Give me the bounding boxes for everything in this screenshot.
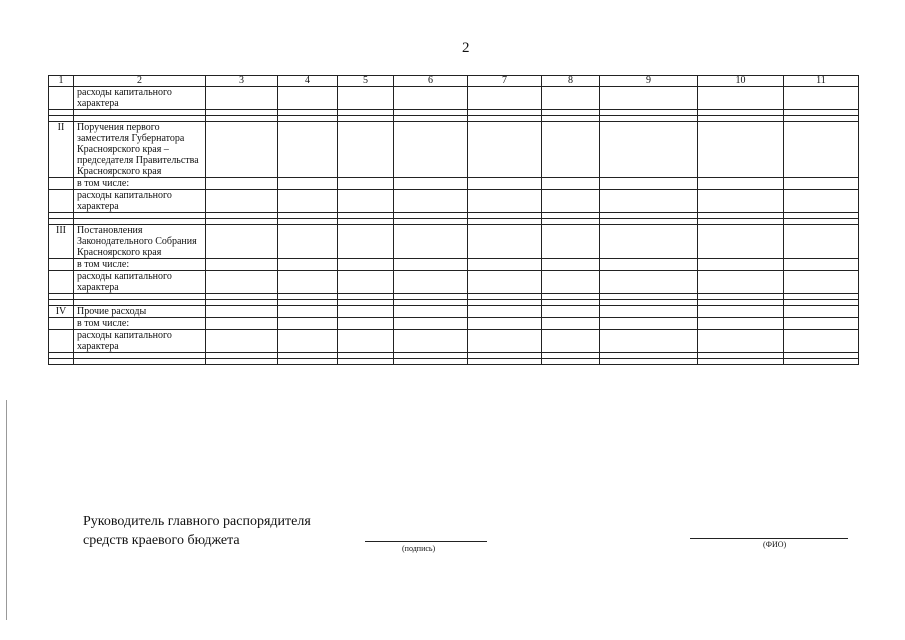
empty-cell — [468, 122, 542, 178]
table-row — [49, 190, 859, 213]
empty-cell — [698, 190, 784, 213]
row-number — [49, 318, 74, 330]
empty-cell — [278, 271, 338, 294]
empty-cell — [542, 122, 600, 178]
page-number: 2 — [462, 40, 470, 56]
row-label: в том числе: — [74, 178, 206, 190]
row-label: в том числе: — [74, 259, 206, 271]
row-label: расходы капитального характера — [74, 271, 206, 294]
row-number — [49, 359, 74, 365]
table-row — [49, 318, 859, 330]
empty-cell — [468, 306, 542, 318]
column-header-7: 7 — [468, 76, 542, 87]
header-row — [49, 76, 859, 87]
column-header-8: 8 — [542, 76, 600, 87]
row-label: Постановления Законодательного Собрания Красноярского края — [74, 225, 206, 259]
empty-cell — [394, 318, 468, 330]
expenses-table — [48, 75, 859, 365]
empty-cell — [784, 271, 859, 294]
empty-cell — [542, 359, 600, 365]
empty-cell — [206, 359, 278, 365]
empty-cell — [468, 178, 542, 190]
empty-cell — [206, 225, 278, 259]
empty-cell — [394, 330, 468, 353]
row-label — [74, 359, 206, 365]
empty-cell — [600, 271, 698, 294]
column-header-3: 3 — [206, 76, 278, 87]
signature-title-line1: Руководитель главного распорядителя — [83, 514, 311, 529]
empty-cell — [698, 178, 784, 190]
empty-cell — [698, 271, 784, 294]
scan-edge-mark — [6, 400, 7, 620]
empty-cell — [338, 122, 394, 178]
empty-cell — [468, 359, 542, 365]
empty-cell — [698, 330, 784, 353]
row-label: расходы капитального характера — [74, 190, 206, 213]
empty-cell — [468, 190, 542, 213]
table-row — [49, 330, 859, 353]
empty-cell — [338, 306, 394, 318]
empty-cell — [338, 359, 394, 365]
empty-cell — [206, 306, 278, 318]
empty-cell — [206, 122, 278, 178]
empty-cell — [468, 330, 542, 353]
empty-cell — [784, 190, 859, 213]
column-header-9: 9 — [600, 76, 698, 87]
empty-cell — [698, 87, 784, 110]
empty-cell — [542, 306, 600, 318]
empty-cell — [338, 259, 394, 271]
name-line — [690, 538, 848, 539]
empty-cell — [278, 87, 338, 110]
empty-cell — [698, 359, 784, 365]
empty-cell — [784, 306, 859, 318]
empty-cell — [338, 178, 394, 190]
row-number: IV — [49, 306, 74, 318]
row-label: Поручения первого заместителя Губернатора Красноярского края – председателя Правительства Красноярского края — [74, 122, 206, 178]
table-row — [49, 225, 859, 259]
empty-cell — [278, 359, 338, 365]
empty-cell — [784, 122, 859, 178]
empty-cell — [278, 330, 338, 353]
empty-cell — [206, 259, 278, 271]
empty-cell — [338, 318, 394, 330]
column-header-5: 5 — [338, 76, 394, 87]
empty-cell — [206, 330, 278, 353]
row-number — [49, 190, 74, 213]
column-header-4: 4 — [278, 76, 338, 87]
empty-cell — [206, 87, 278, 110]
empty-cell — [542, 318, 600, 330]
empty-cell — [784, 318, 859, 330]
empty-cell — [600, 87, 698, 110]
table-body — [49, 87, 859, 365]
empty-cell — [278, 178, 338, 190]
empty-cell — [468, 318, 542, 330]
column-header-11: 11 — [784, 76, 859, 87]
empty-cell — [784, 330, 859, 353]
empty-cell — [338, 190, 394, 213]
empty-cell — [278, 306, 338, 318]
row-number — [49, 271, 74, 294]
empty-cell — [600, 225, 698, 259]
empty-cell — [394, 225, 468, 259]
name-caption: (ФИО) — [763, 540, 787, 549]
signature-title — [83, 512, 311, 550]
row-label: расходы капитального характера — [74, 330, 206, 353]
empty-cell — [278, 318, 338, 330]
empty-cell — [600, 122, 698, 178]
empty-cell — [784, 259, 859, 271]
empty-cell — [394, 190, 468, 213]
empty-cell — [698, 225, 784, 259]
empty-cell — [600, 330, 698, 353]
row-label: Прочие расходы — [74, 306, 206, 318]
empty-cell — [698, 259, 784, 271]
signature-caption: (подпись) — [402, 544, 436, 553]
empty-cell — [394, 306, 468, 318]
empty-cell — [784, 359, 859, 365]
empty-cell — [394, 87, 468, 110]
empty-cell — [600, 178, 698, 190]
empty-cell — [278, 190, 338, 213]
empty-cell — [468, 259, 542, 271]
empty-cell — [600, 359, 698, 365]
empty-cell — [468, 87, 542, 110]
empty-cell — [394, 122, 468, 178]
empty-cell — [542, 87, 600, 110]
empty-cell — [206, 271, 278, 294]
row-label: в том числе: — [74, 318, 206, 330]
empty-cell — [600, 259, 698, 271]
table-row — [49, 122, 859, 178]
empty-cell — [394, 178, 468, 190]
empty-cell — [278, 225, 338, 259]
empty-cell — [600, 306, 698, 318]
row-number — [49, 178, 74, 190]
empty-cell — [206, 318, 278, 330]
empty-cell — [468, 271, 542, 294]
empty-cell — [542, 225, 600, 259]
empty-cell — [698, 306, 784, 318]
empty-cell — [698, 318, 784, 330]
signature-title-line2: средств краевого бюджета — [83, 533, 240, 548]
row-number — [49, 330, 74, 353]
row-number — [49, 87, 74, 110]
table-row — [49, 359, 859, 365]
empty-cell — [394, 259, 468, 271]
table-row — [49, 271, 859, 294]
empty-cell — [542, 178, 600, 190]
column-header-6: 6 — [394, 76, 468, 87]
table-row — [49, 178, 859, 190]
empty-cell — [278, 122, 338, 178]
empty-cell — [600, 318, 698, 330]
empty-cell — [468, 225, 542, 259]
empty-cell — [338, 271, 394, 294]
row-label: расходы капитального характера — [74, 87, 206, 110]
column-header-1: 1 — [49, 76, 74, 87]
column-header-2: 2 — [74, 76, 206, 87]
empty-cell — [394, 271, 468, 294]
table-row — [49, 259, 859, 271]
empty-cell — [600, 190, 698, 213]
row-number: II — [49, 122, 74, 178]
empty-cell — [542, 271, 600, 294]
empty-cell — [278, 259, 338, 271]
empty-cell — [542, 259, 600, 271]
empty-cell — [542, 190, 600, 213]
table-row — [49, 306, 859, 318]
empty-cell — [784, 87, 859, 110]
empty-cell — [338, 330, 394, 353]
empty-cell — [542, 330, 600, 353]
empty-cell — [698, 122, 784, 178]
empty-cell — [338, 87, 394, 110]
column-header-10: 10 — [698, 76, 784, 87]
empty-cell — [784, 178, 859, 190]
empty-cell — [338, 225, 394, 259]
empty-cell — [206, 178, 278, 190]
table-row — [49, 87, 859, 110]
row-number — [49, 259, 74, 271]
empty-cell — [206, 190, 278, 213]
signature-line — [365, 541, 487, 542]
empty-cell — [394, 359, 468, 365]
empty-cell — [784, 225, 859, 259]
row-number: III — [49, 225, 74, 259]
